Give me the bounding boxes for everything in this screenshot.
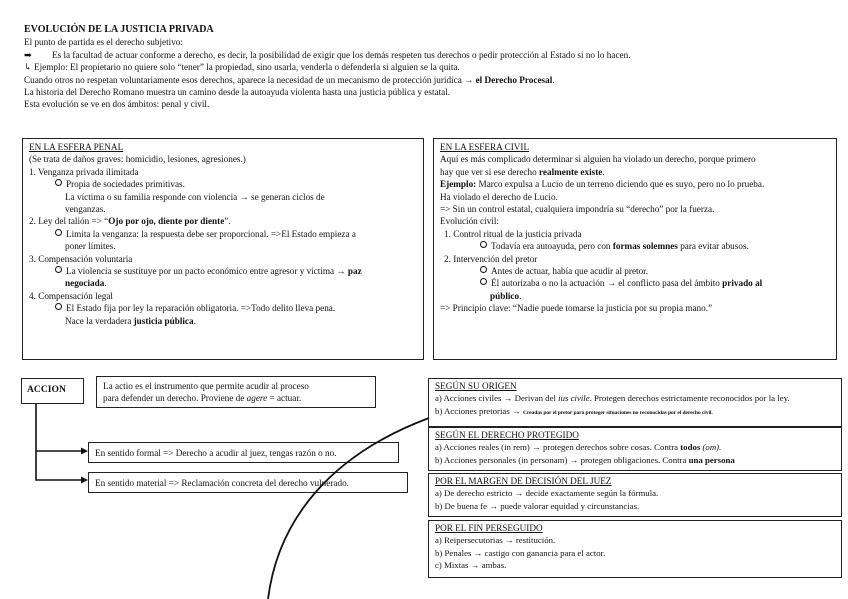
penal-item-4b: Nace la verdadera justicia pública. [65,315,196,326]
arrow-head-material-icon [81,477,88,484]
penal-item-1: 1. Venganza privada ilimitada [29,166,139,177]
civil-line-6: Evolución civil: [440,216,499,227]
procesal-line: Cuando otros no respetan voluntariamente esos derechos, aparece la necesidad de un mecanismo de protección jurídica → el Derecho Procesal. [24,74,555,85]
civil-line-2: hay que ver si ese derecho realmente existe. [440,166,605,177]
protegido-item-a: a) Acciones reales (in rem) → protegen derechos sobre cosas. Contra todos (om). [435,442,722,453]
civil-item-1a: Todavía era autoayuda, pero con formas solemnes para evitar abusos. [440,240,830,252]
penal-item-1a: Propia de sociedades primitivas. [29,178,417,190]
penal-intro: (Se trata de daños graves: homicidio, lesiones, agresiones.) [29,154,246,165]
penal-item-2: 2. Ley del talión => “Ojo por ojo, diente por diente”. [29,216,231,227]
example-line: ↳ Ejemplo: El propietario no quiere solo “tener” la propiedad, sino usarla, venderla o defenderla si alguien se la quita. [24,62,460,73]
arrow-material-line [36,404,85,480]
page-title: EVOLUCIÓN DE LA JUSTICIA PRIVADA [24,24,214,35]
hand-drawn-curve [268,418,429,599]
fin-item-c: c) Mixtas → ambas. [435,560,507,571]
ambits-line: Esta evolución se ve en dos ámbitos: penal y civil. [24,99,210,110]
penal-item-4: 4. Compensación legal [29,290,113,301]
accion-label: ACCION [27,384,66,395]
margen-box [428,473,842,517]
margen-item-a: a) De derecho estricto → decide exactamente según la fórmula. [435,488,659,499]
penal-heading: EN LA ESFERA PENAL [29,142,124,152]
civil-line-5: => Sin un control estatal, cualquiera impondría su “derecho” por la fuerza. [440,204,715,215]
fin-item-a: a) Reipersecutorias → restitución. [435,535,556,546]
penal-item-3a: La violencia se sustituye por un pacto económico entre agresor y víctima → paz [29,265,417,277]
penal-item-4a: El Estado fija por ley la reparación obligatoria. =>Todo delito lleva pena. [29,302,417,314]
sentido-formal-text: En sentido formal => Derecho a acudir al juez, tengas razón o no. [95,448,337,458]
accion-def-line-1: La actio es el instrumento que permite acudir al proceso [103,381,309,391]
civil-item-1: 1. Control ritual de la justicia privada [444,228,582,239]
penal-item-2a: Limita la venganza: la respuesta debe ser proporcional. =>El Estado empieza a [29,228,417,240]
intro-line: El punto de partida es el derecho subjetivo: [24,37,183,48]
civil-item-2c: público. [490,290,522,301]
fin-heading: POR EL FIN PERSEGUIDO [435,523,543,533]
fin-item-b: b) Penales → castigo con ganancia para el actor. [435,547,606,558]
penal-item-1b: La víctima o su familia responde con violencia → se generan ciclos de [65,191,325,202]
civil-line-3: Ejemplo: Marco expulsa a Lucio de un terreno diciendo que es suyo, pero no lo prueba. [440,179,765,190]
protegido-box [428,427,842,471]
penal-item-1c: venganzas. [65,204,106,215]
civil-item-2b: Él autorizaba o no la actuación → el conflicto pasa del ámbito privado al [440,277,830,289]
sentido-material-text: En sentido material => Reclamación concreta del derecho vulnerado. [95,478,349,488]
origen-item-b: b) Acciones pretorias → Creadas por el pretor para proteger situaciones no reconocidas por el derecho civil. [435,405,713,416]
civil-item-2a: Antes de actuar, había que acudir al pretor. [440,265,830,277]
arrow-head-formal-icon [81,448,88,455]
civil-item-2: 2. Intervención del pretor [444,253,538,264]
fin-box [428,520,842,578]
civil-heading: EN LA ESFERA CIVIL [440,142,530,152]
origen-heading: SEGÚN SU ORIGEN [435,381,517,391]
civil-line-1: Aquí es más complicado determinar si alguien ha violado un derecho, porque primero [440,154,756,165]
protegido-item-b: b) Acciones personales (in personam) → protegen obligaciones. Contra una persona [435,454,735,465]
penal-item-3: 3. Compensación voluntaria [29,253,133,264]
civil-principle: => Principio clave: “Nadie puede tomarse la justicia por su propia mano.” [440,303,713,314]
protegido-heading: SEGÚN EL DERECHO PROTEGIDO [435,430,579,440]
history-line: La historia del Derecho Romano muestra un camino desde la autoayuda violenta hasta una justicia pública y estatal. [24,87,451,98]
accion-def-line-2: para defender un derecho. Proviene de agere = actuar. [103,393,302,404]
origen-item-a: a) Acciones civiles → Derivan del ius civile. Protegen derechos estrictamente reconocidos por la ley. [435,393,790,404]
margen-heading: POR EL MARGEN DE DECISIÓN DEL JUEZ [435,476,612,486]
margen-item-b: b) De buena fe → puede valorar equidad y circunstancias. [435,500,640,511]
penal-item-2b: poner límites. [65,241,116,252]
penal-item-3b: negociada. [65,278,107,289]
origen-box [428,378,842,427]
definition-line: ➡ Es la facultad de actuar conforme a derecho, es decir, la posibilidad de exigir que los demás respeten tus derechos o pedir protección al Estado si no lo hacen. [24,49,631,60]
civil-line-4: Ha violado el derecho de Lucio. [440,191,558,202]
arrow-bullet-icon: ➡ [24,49,32,60]
